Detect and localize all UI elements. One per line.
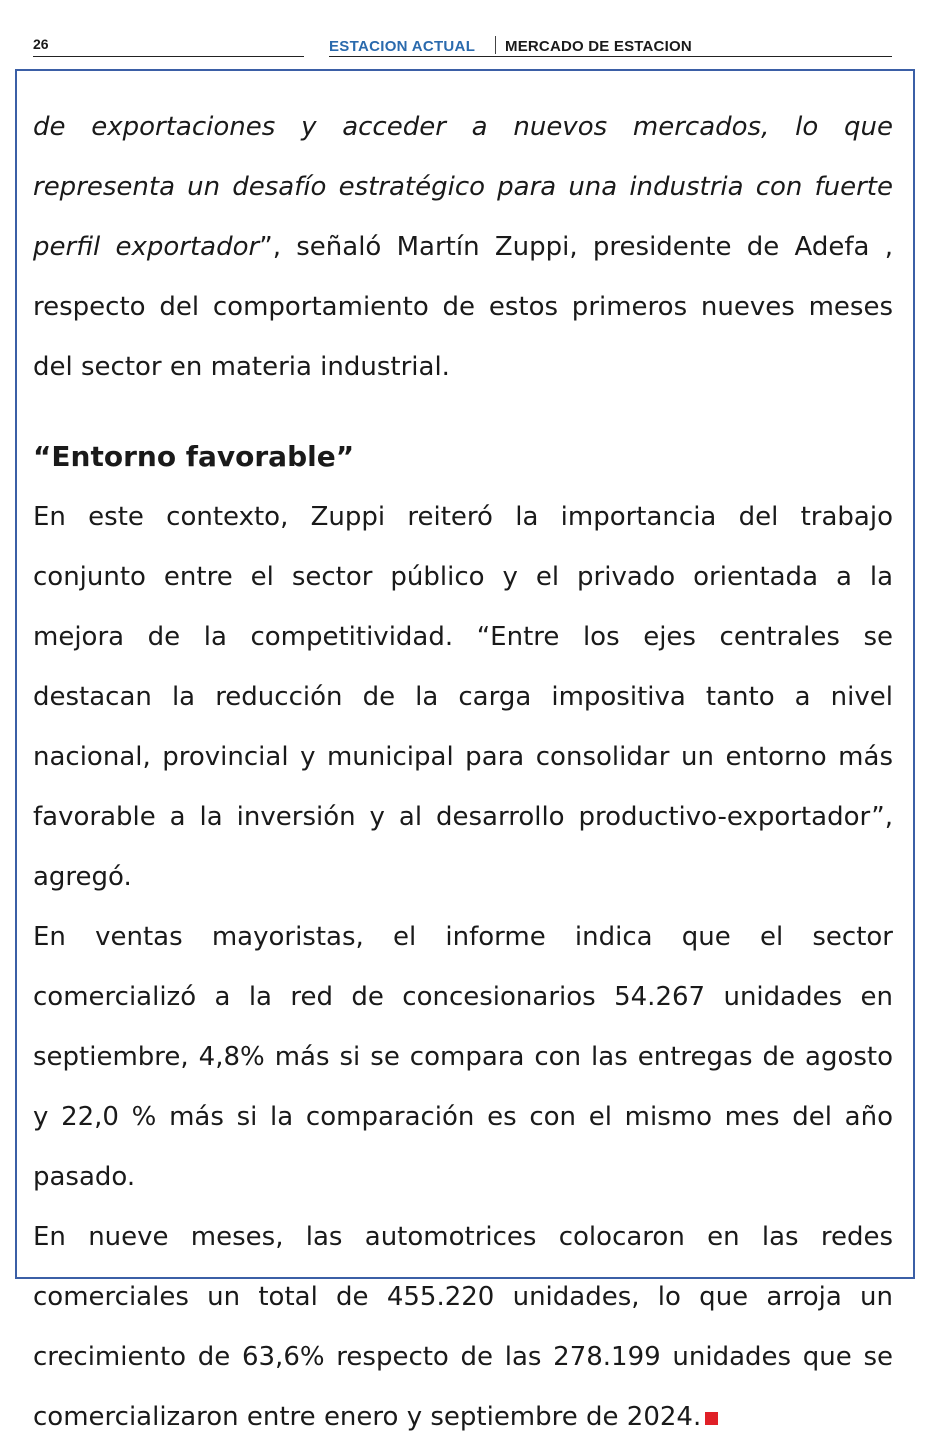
- quote-italic-text: de exportaciones y acceder a nuevos mercados, lo que representa un desafío estratégico para una industria con fuerte perfil exportador: [33, 112, 893, 262]
- subsection-name: MERCADO DE ESTACION: [505, 38, 692, 55]
- header-rule-right: [329, 56, 892, 57]
- article-frame: [15, 69, 915, 1432]
- paragraph-nine-months: [33, 1207, 893, 1447]
- section-heading: “Entorno favorable”: [33, 440, 355, 473]
- paragraph-context: En este contexto, Zuppi reiteró la importancia del trabajo conjunto entre el sector público y el privado orientada a la mejora de la competitividad. “Entre los ejes centrales se destacan la reducción de la carga impositiva tanto a nivel nacional, provincial y municipal para consolidar un entorno más favorable a la inversión y al desarrollo productivo-exportador”, agregó.: [33, 502, 893, 892]
- end-of-article-mark: [705, 1412, 718, 1425]
- paragraph-wholesale-sales: En ventas mayoristas, el informe indica que el sector comercializó a la red de concesionarios 54.267 unidades en septiembre, 4,8% más si se compara con las entregas de agosto y 22,0 % más si la comparación es con el mismo mes del año pasado.: [33, 922, 893, 1192]
- page-number: 26: [33, 36, 49, 52]
- header-rule-left: [33, 56, 304, 57]
- paragraph-quote-continuation: [33, 97, 893, 397]
- section-name: ESTACION ACTUAL: [329, 38, 476, 55]
- header-divider: [495, 36, 496, 54]
- page-header: [33, 34, 893, 60]
- nine-months-text: En nueve meses, las automotrices colocaron en las redes comerciales un total de 455.220 unidades, lo que arroja un crecimiento de 63,6% respecto de las 278.199 unidades que se comercializaron entre enero y septiembre de 2024.: [33, 1222, 893, 1432]
- article-body: [33, 97, 893, 1447]
- quote-attribution-text: ”, señaló Martín Zuppi, presidente de Adefa , respecto del comportamiento de estos primeros nueves meses del sector en materia industrial.: [33, 232, 893, 382]
